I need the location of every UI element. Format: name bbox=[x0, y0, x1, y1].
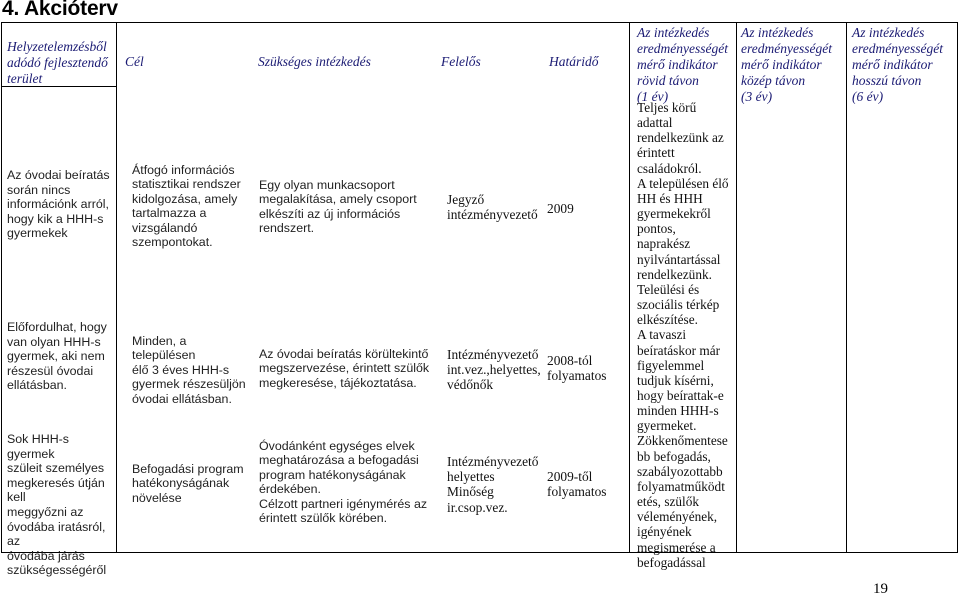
row1-goal: Átfogó információs statisztikai rendszer kidolgozása, amely tartalmazza a vizsgálandó szempontokat. bbox=[132, 163, 241, 250]
header-indicator-long: Az intézkedés eredményességét mérő indikátor hosszú távon (6 év) bbox=[852, 25, 943, 104]
page-number: 19 bbox=[873, 581, 888, 597]
row3-deadline: 2009-től folyamatos bbox=[547, 469, 607, 500]
table-border-top bbox=[1, 22, 958, 23]
header-responsible: Felelős bbox=[441, 54, 481, 69]
header-deadline: Határidő bbox=[549, 54, 599, 69]
header-problem-area: Helyzetelemzésből adódó fejlesztendő terület bbox=[7, 39, 108, 86]
column-divider bbox=[629, 22, 630, 553]
indicator-short-text: Teljes körű adattal rendelkezünk az érintett családokról. A településen élő HH és HHH gyermekekről pontos, naprakész nyilvántartással rendelkezünk. Teleülési és szociális térkép elkészítése. A tavaszi beíratáskor már figyelemmel tudjuk kísérni, hogy beírattak-e minden HHH-s gyermeket. Zökkenőmentese bb befogadás, szabályozottabb folyamatműködt etés, szülők véleményének, igényének megismerése a befogadással bbox=[637, 100, 729, 570]
column-divider bbox=[736, 22, 737, 553]
table-border-left bbox=[1, 22, 2, 553]
row3-responsible: Intézményvezető helyettes Minőség ir.csop.vez. bbox=[447, 454, 539, 515]
header-goal: Cél bbox=[125, 54, 144, 69]
header-action: Szükséges intézkedés bbox=[258, 54, 371, 69]
page-title: 4. Akcióterv bbox=[2, 0, 118, 20]
row1-deadline: 2009 bbox=[547, 201, 574, 216]
header-indicator-short: Az intézkedés eredményességét mérő indikátor rövid távon (1 év) bbox=[637, 25, 728, 104]
row3-problem-area: Sok HHH-s gyermek szüleit személyes megkeresés útján kell meggyőzni az óvodába iratásról, az óvodába járás szükségességéről bbox=[7, 432, 107, 578]
action-plan-table bbox=[1, 22, 958, 578]
row3-action: Óvodánként egységes elvek meghatározása a befogadási program hatékonyságának érdekében. Célzott partneri igénymérés az érintett szülők körében. bbox=[259, 439, 428, 526]
row1-responsible: Jegyző intézményvezető bbox=[447, 192, 538, 223]
table-border-bottom bbox=[1, 552, 958, 553]
row1-problem-area: Az óvodai beíratás során nincs információnk arról, hogy kik a HHH-s gyermekek bbox=[7, 168, 110, 241]
row2-responsible: Intézményvezető int.vez.,helyettes, védőnők bbox=[447, 347, 541, 393]
table-border-right bbox=[957, 22, 958, 553]
row1-action: Egy olyan munkacsoport megalakítása, amely csoport elkészíti az új információs rendszert. bbox=[259, 178, 417, 236]
row2-goal: Minden, a településen élő 3 éves HHH-s gyermek részesüljön óvodai ellátásban. bbox=[132, 334, 246, 406]
row3-goal: Befogadási program hatékonyságának növelése bbox=[132, 462, 244, 505]
header-indicator-mid: Az intézkedés eredményességét mérő indikátor közép távon (3 év) bbox=[741, 25, 832, 104]
row2-problem-area: Előfordulhat, hogy van olyan HHH-s gyermek, aki nem részesül óvodai ellátásban. bbox=[7, 320, 107, 393]
column-divider bbox=[846, 22, 847, 553]
row2-deadline: 2008-tól folyamatos bbox=[547, 353, 607, 384]
row2-action: Az óvodai beíratás körültekintő megszervezése, érintett szülők megkeresése, tájékoztatása. bbox=[259, 347, 430, 390]
